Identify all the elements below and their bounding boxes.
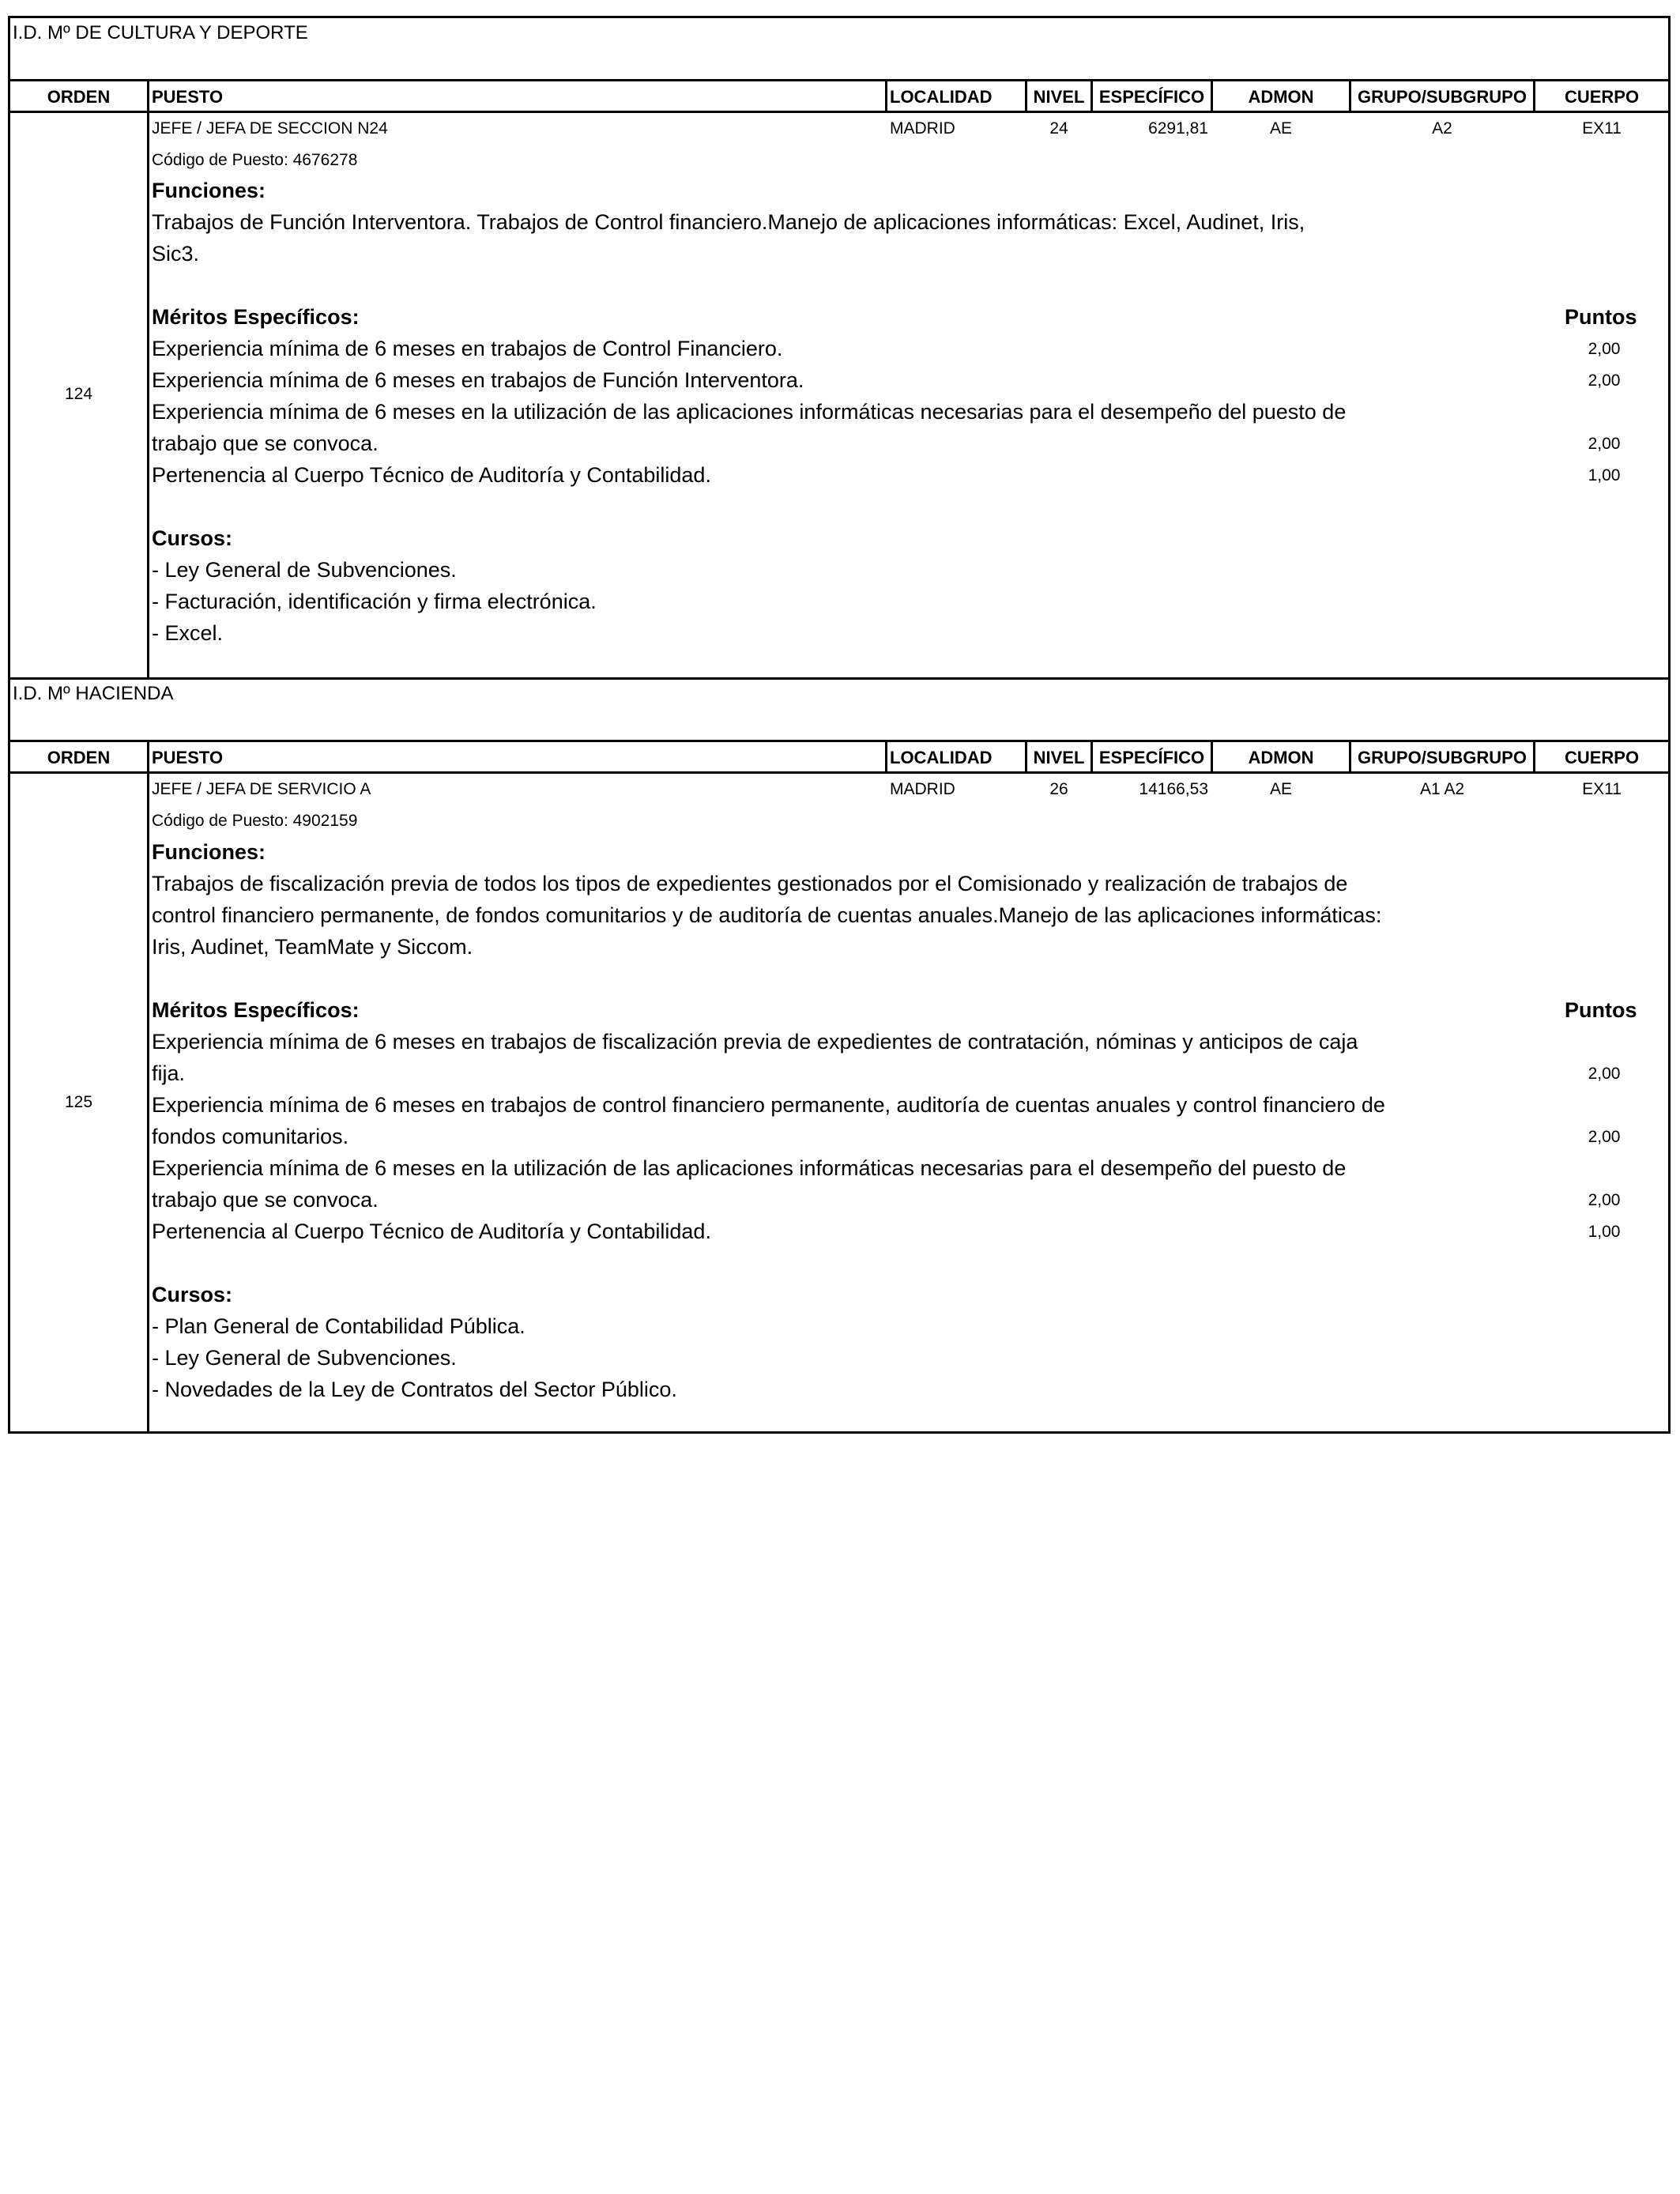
nivel-cell: 26 bbox=[1049, 780, 1068, 798]
curso-item: - Ley General de Subvenciones. bbox=[152, 558, 457, 582]
localidad-cell: MADRID bbox=[890, 780, 955, 798]
merito-points: 2,00 bbox=[1588, 435, 1621, 453]
curso-item: - Facturación, identificación y firma electrónica. bbox=[152, 590, 597, 613]
cuerpo-cell: EX11 bbox=[1582, 119, 1622, 138]
orden-cell: 124 bbox=[64, 385, 93, 403]
puesto-cell: JEFE / JEFA DE SECCION N24 bbox=[152, 119, 388, 138]
merito-line: Experiencia mínima de 6 meses en trabajos de Control Financiero. bbox=[152, 337, 783, 360]
merito-line: Pertenencia al Cuerpo Técnico de Auditoría y Contabilidad. bbox=[152, 463, 711, 487]
divider bbox=[8, 740, 1671, 742]
localidad-cell: MADRID bbox=[890, 119, 955, 138]
curso-item: - Novedades de la Ley de Contratos del Sector Público. bbox=[152, 1378, 677, 1401]
header-nivel: NIVEL bbox=[1033, 748, 1085, 767]
column-divider bbox=[147, 741, 149, 1432]
column-divider bbox=[885, 741, 887, 772]
merito-line: Pertenencia al Cuerpo Técnico de Auditoría y Contabilidad. bbox=[152, 1220, 711, 1243]
funciones-title: Funciones: bbox=[152, 179, 266, 202]
header-grupo: GRUPO/SUBGRUPO bbox=[1358, 87, 1527, 107]
organism-title: I.D. Mº HACIENDA bbox=[13, 683, 174, 704]
merito-points: 2,00 bbox=[1588, 1065, 1621, 1083]
meritos-title: Méritos Específicos: bbox=[152, 998, 360, 1022]
header-especifico: ESPECÍFICO bbox=[1098, 87, 1205, 107]
merito-points: 1,00 bbox=[1588, 466, 1621, 484]
funciones-line: Iris, Audinet, TeamMate y Siccom. bbox=[152, 935, 473, 959]
header-admon: ADMON bbox=[1248, 87, 1314, 107]
admon-cell: AE bbox=[1269, 780, 1292, 798]
merito-line: Experiencia mínima de 6 meses en trabajos de Función Interventora. bbox=[152, 368, 804, 392]
funciones-line: Trabajos de Función Interventora. Trabajos de Control financiero.Manejo de aplicaciones informáticas: Excel, Audinet, Iris, bbox=[152, 210, 1305, 234]
merito-points: 2,00 bbox=[1588, 1191, 1621, 1209]
meritos-title: Méritos Específicos: bbox=[152, 305, 360, 329]
merito-points: 2,00 bbox=[1588, 371, 1621, 390]
orden-cell: 125 bbox=[64, 1093, 93, 1111]
grupo-cell: A2 bbox=[1432, 119, 1452, 138]
funciones-line: control financiero permanente, de fondos comunitarios y de auditoría de cuentas anuales.Manejo de las aplicaciones informáticas: bbox=[152, 903, 1382, 927]
cursos-title: Cursos: bbox=[152, 1283, 233, 1306]
divider bbox=[8, 677, 1671, 680]
puntos-label: Puntos bbox=[1565, 305, 1637, 329]
merito-line: Experiencia mínima de 6 meses en trabajos de control financiero permanente, auditoría de cuentas anuales y control financiero de bbox=[152, 1093, 1385, 1117]
funciones-line: Trabajos de fiscalización previa de todos los tipos de expedientes gestionados por el Comisionado y realización de trabajos de bbox=[152, 872, 1348, 895]
header-cuerpo: CUERPO bbox=[1564, 748, 1640, 767]
header-localidad: LOCALIDAD bbox=[890, 87, 993, 107]
merito-line: trabajo que se convoca. bbox=[152, 1188, 379, 1212]
merito-line: Experiencia mínima de 6 meses en la utilización de las aplicaciones informáticas necesarias para el desempeño del puesto de bbox=[152, 1156, 1347, 1180]
merito-line: Experiencia mínima de 6 meses en trabajos de fiscalización previa de expedientes de contratación, nóminas y anticipos de caja bbox=[152, 1030, 1358, 1054]
header-nivel: NIVEL bbox=[1033, 87, 1085, 107]
header-admon: ADMON bbox=[1248, 748, 1314, 767]
admon-cell: AE bbox=[1269, 119, 1292, 138]
merito-points: 2,00 bbox=[1588, 1128, 1621, 1146]
curso-item: - Ley General de Subvenciones. bbox=[152, 1346, 457, 1370]
merito-points: 2,00 bbox=[1588, 340, 1621, 358]
column-divider bbox=[885, 80, 887, 111]
merito-points: 1,00 bbox=[1588, 1223, 1621, 1241]
funciones-title: Funciones: bbox=[152, 840, 266, 864]
especifico-cell: 6291,81 bbox=[1148, 119, 1208, 138]
organism-title: I.D. Mº DE CULTURA Y DEPORTE bbox=[13, 22, 308, 43]
funciones-line: Sic3. bbox=[152, 242, 200, 266]
cuerpo-cell: EX11 bbox=[1582, 780, 1622, 798]
header-orden: ORDEN bbox=[47, 748, 111, 767]
divider bbox=[8, 771, 1671, 774]
divider bbox=[8, 79, 1671, 81]
header-puesto: PUESTO bbox=[152, 87, 224, 107]
curso-item: - Plan General de Contabilidad Pública. bbox=[152, 1314, 525, 1338]
divider bbox=[8, 111, 1671, 113]
merito-line: fondos comunitarios. bbox=[152, 1125, 349, 1148]
merito-line: fija. bbox=[152, 1061, 186, 1085]
codigo-puesto: Código de Puesto: 4676278 bbox=[152, 151, 358, 169]
header-orden: ORDEN bbox=[47, 87, 111, 107]
especifico-cell: 14166,53 bbox=[1139, 780, 1208, 798]
header-localidad: LOCALIDAD bbox=[890, 748, 993, 767]
header-grupo: GRUPO/SUBGRUPO bbox=[1358, 748, 1527, 767]
header-especifico: ESPECÍFICO bbox=[1098, 748, 1205, 767]
puesto-cell: JEFE / JEFA DE SERVICIO A bbox=[152, 780, 371, 798]
cursos-title: Cursos: bbox=[152, 526, 233, 550]
column-divider bbox=[147, 80, 149, 678]
merito-line: trabajo que se convoca. bbox=[152, 432, 379, 455]
puntos-label: Puntos bbox=[1565, 998, 1637, 1022]
header-puesto: PUESTO bbox=[152, 748, 224, 767]
grupo-cell: A1 A2 bbox=[1419, 780, 1465, 798]
curso-item: - Excel. bbox=[152, 621, 224, 645]
merito-line: Experiencia mínima de 6 meses en la utilización de las aplicaciones informáticas necesarias para el desempeño del puesto de bbox=[152, 400, 1347, 424]
header-cuerpo: CUERPO bbox=[1564, 87, 1640, 107]
codigo-puesto: Código de Puesto: 4902159 bbox=[152, 812, 358, 830]
nivel-cell: 24 bbox=[1049, 119, 1068, 138]
